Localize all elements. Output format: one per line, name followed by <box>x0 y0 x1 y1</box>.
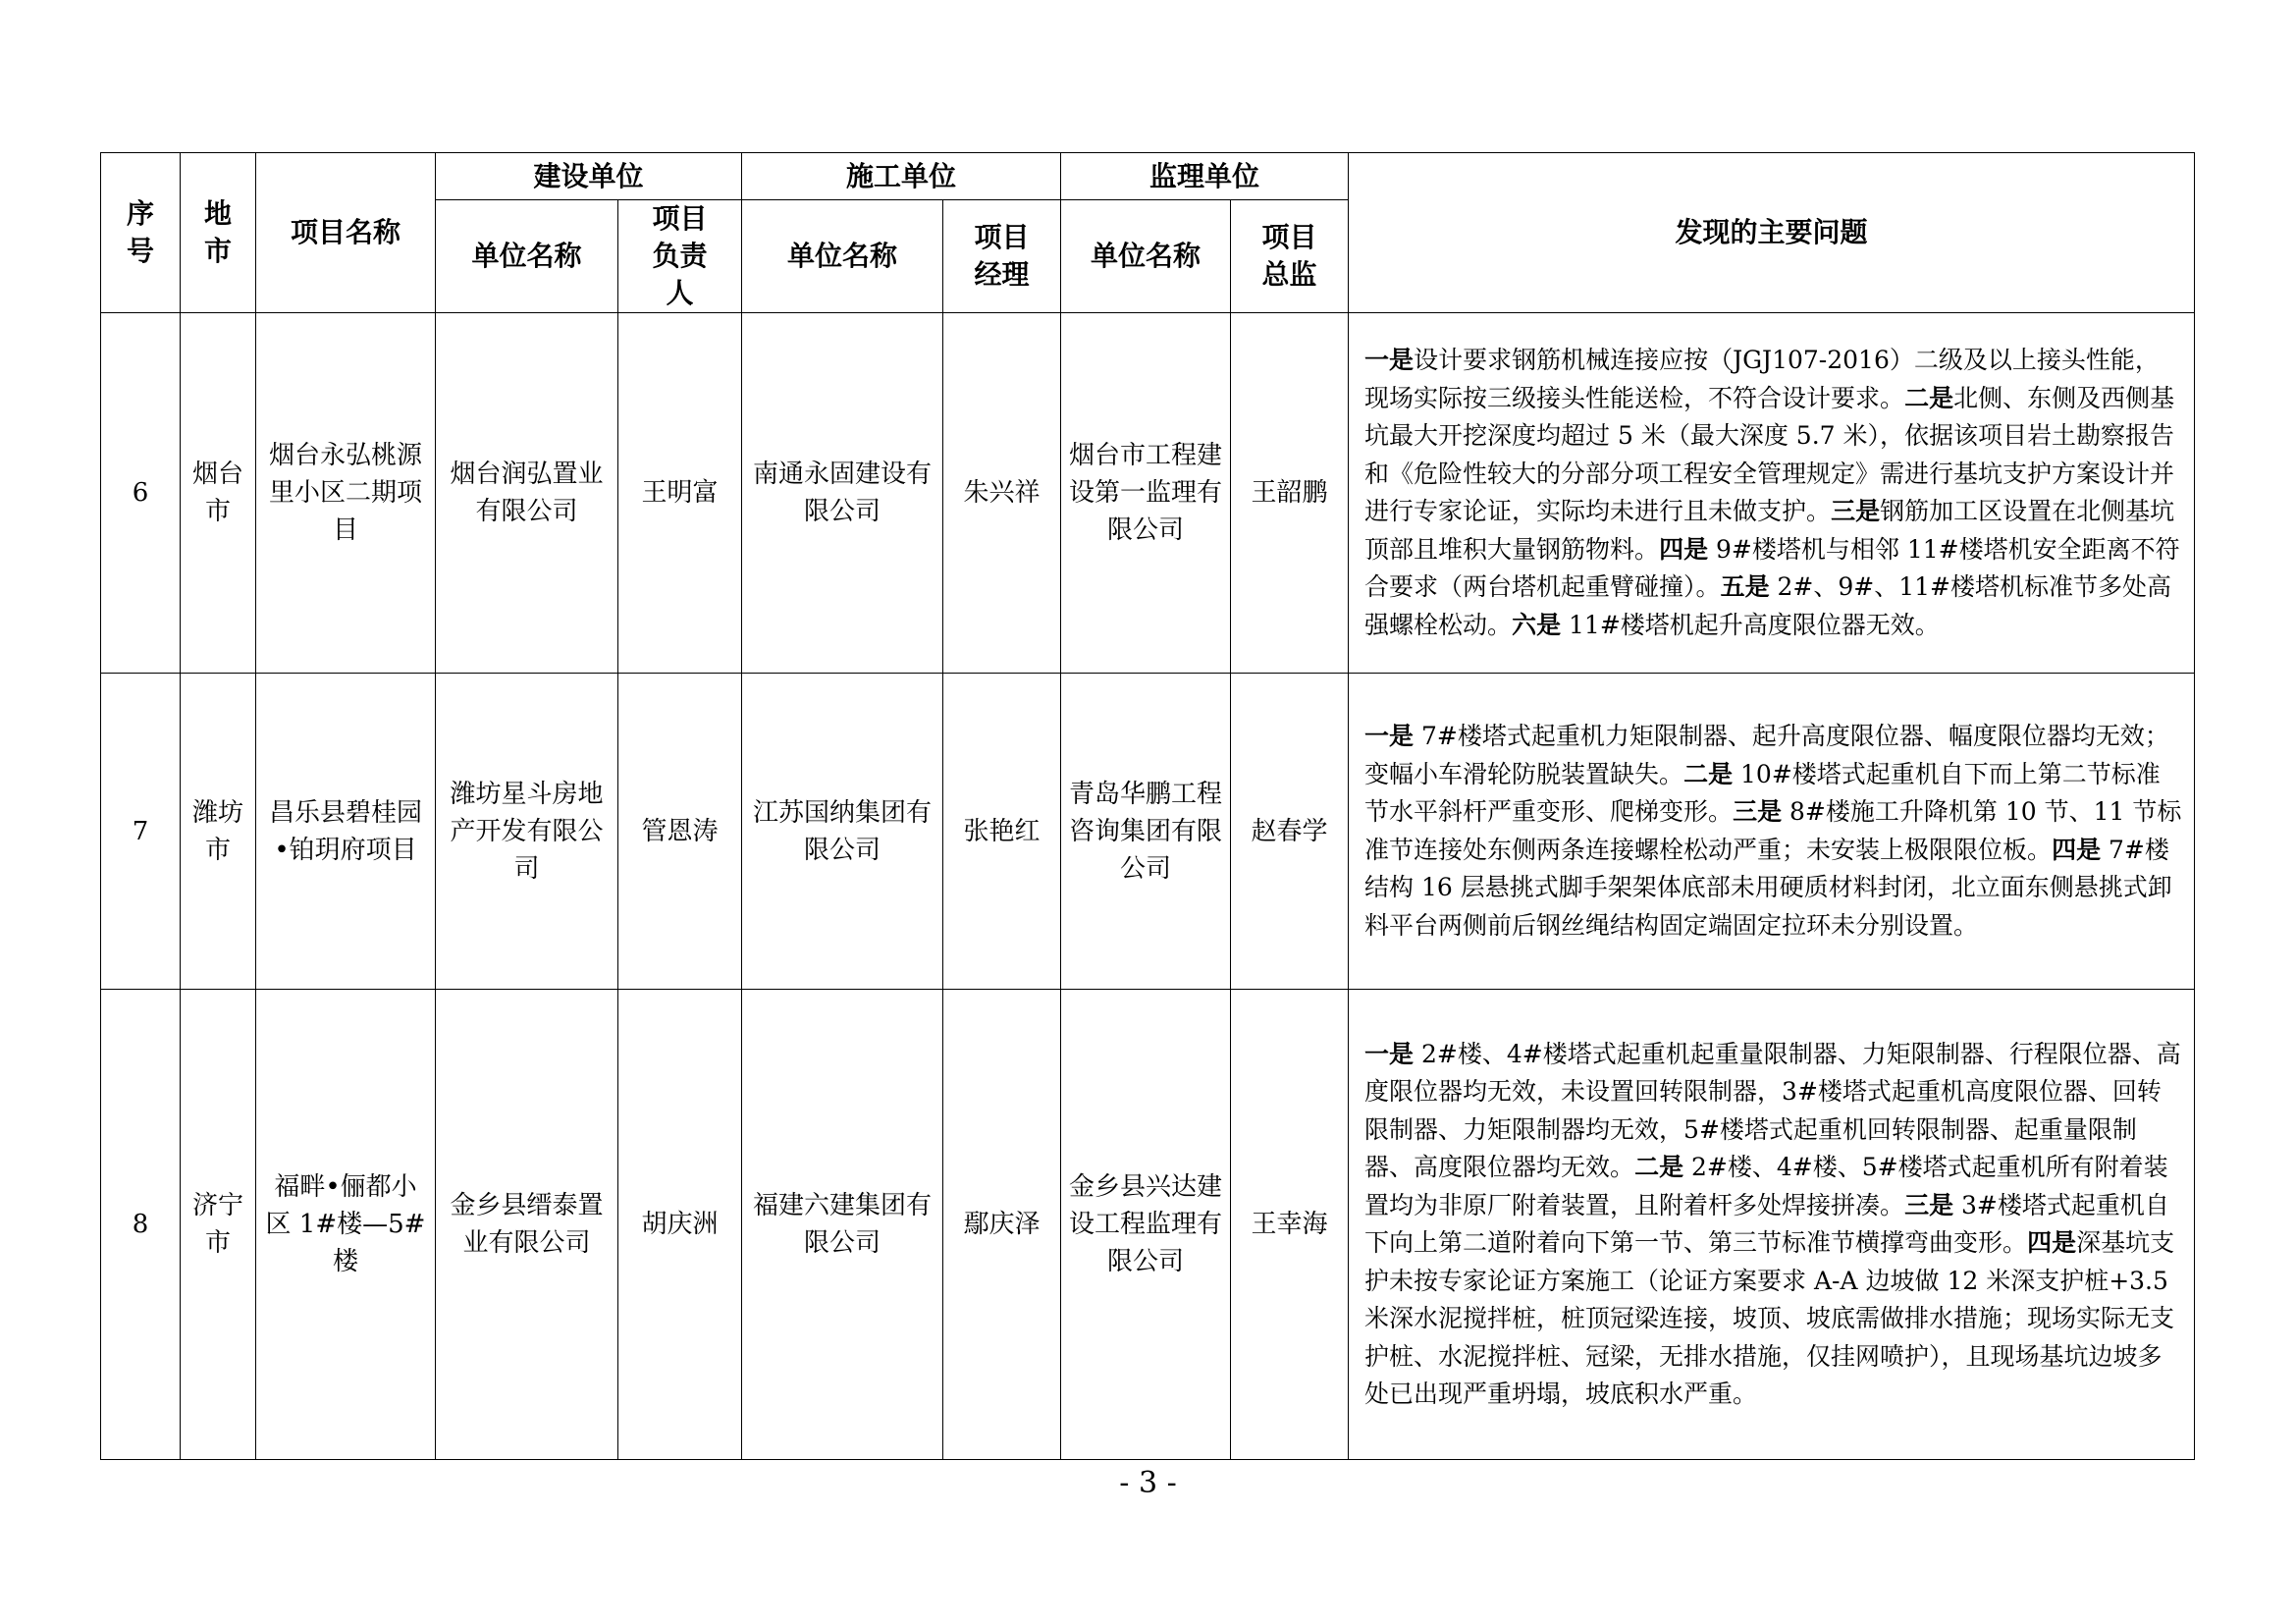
header-project-lead: 项目负责人 <box>618 200 742 313</box>
cell-seq: 6 <box>101 313 181 674</box>
issue-text: 7#楼塔式起重机力矩限制器、起升高度限位器、幅度限位器均无效；变幅小车滑轮防脱装置缺失。 <box>1364 722 2169 788</box>
issue-label: 五是 <box>1720 572 1770 601</box>
cell-supervisor-chief: 王韶鹏 <box>1231 313 1349 674</box>
cell-contractor-unit: 福建六建集团有限公司 <box>742 990 943 1460</box>
issue-text: 3#楼塔式起重机自下向上第二道附着向下第一节、第三节标准节横撑弯曲变形。 <box>1364 1190 2169 1257</box>
issue-label: 二是 <box>1683 759 1734 788</box>
cell-builder-lead: 胡庆洲 <box>618 990 742 1460</box>
issue-label: 一是 <box>1364 346 1415 374</box>
header-builder-unit-name: 单位名称 <box>436 200 618 313</box>
table-row <box>101 674 2195 990</box>
issue-text: 北侧、东侧及西侧基坑最大开挖深度均超过 5 米（最大深度 5.7 米），依据该项目岩土勘察报告和《危险性较大的分部分项工程安全管理规定》需进行基坑支护方案设计并进行专家论证，实际均未进行且未做支护。 <box>1364 383 2175 525</box>
header-supervisor-unit-name: 单位名称 <box>1061 200 1231 313</box>
header-contractor-unit-name: 单位名称 <box>742 200 943 313</box>
issue-text: 10#楼塔式起重机自下而上第二节标准节水平斜杆严重变形、爬梯变形。 <box>1364 759 2161 826</box>
issue-text: 9#楼塔机与相邻 11#楼塔机安全距离不符合要求（两台塔机起重臂碰撞）。 <box>1364 534 2180 601</box>
issue-label: 六是 <box>1512 610 1562 639</box>
cell-city: 烟台市 <box>181 313 256 674</box>
issue-label: 四是 <box>2027 1228 2077 1257</box>
cell-seq: 7 <box>101 674 181 990</box>
header-issues: 发现的主要问题 <box>1349 153 2195 313</box>
issue-label: 二是 <box>1634 1153 1684 1181</box>
cell-contractor-unit: 江苏国纳集团有限公司 <box>742 674 943 990</box>
cell-builder-unit: 烟台润弘置业有限公司 <box>436 313 618 674</box>
cell-city: 济宁市 <box>181 990 256 1460</box>
cell-issues <box>1349 313 2195 674</box>
issue-label: 三是 <box>1831 497 1881 525</box>
cell-issues <box>1349 674 2195 990</box>
issue-label: 四是 <box>1659 534 1709 564</box>
issue-text: 设计要求钢筋机械连接应按（JGJ107-2016）二级及以上接头性能，现场实际按三级接头性能送检，不符合设计要求。 <box>1364 346 2160 412</box>
cell-builder-lead: 管恩涛 <box>618 674 742 990</box>
header-seq: 序号 <box>101 153 181 313</box>
issue-text: 2#、9#、11#楼塔机标准节多处高强螺栓松动。 <box>1364 572 2171 639</box>
cell-contractor-manager: 朱兴祥 <box>943 313 1061 674</box>
cell-project: 昌乐县碧桂园•铂玥府项目 <box>256 674 436 990</box>
cell-builder-unit: 潍坊星斗房地产开发有限公司 <box>436 674 618 990</box>
cell-project: 福畔•俪都小区 1#楼—5#楼 <box>256 990 436 1460</box>
issue-text: 深基坑支护未按专家论证方案施工（论证方案要求 A-A 边坡做 12 米深支护桩+3.5 米深水泥搅拌桩，桩顶冠梁连接，坡顶、坡底需做排水措施；现场实际无支护桩、水泥搅拌桩、冠梁，无排水措施，仅挂网喷护），且现场基坑边坡多处已出现严重坍塌，坡底积水严重。 <box>1364 1228 2175 1408</box>
issue-text: 2#楼、4#楼塔式起重机起重量限制器、力矩限制器、行程限位器、高度限位器均无效，未设置回转限制器，3#楼塔式起重机高度限位器、回转限制器、力矩限制器均无效，5#楼塔式起重机回转限制器、起重量限制器、高度限位器均无效。 <box>1364 1039 2181 1181</box>
cell-issues <box>1349 990 2195 1460</box>
issue-label: 一是 <box>1364 1039 1415 1068</box>
header-construction-group: 建设单位 <box>436 153 742 200</box>
issue-label: 一是 <box>1364 722 1415 750</box>
header-contractor-group: 施工单位 <box>742 153 1061 200</box>
header-chief-supervisor: 项目总监 <box>1231 200 1349 313</box>
page-number: - 3 - <box>1119 1466 1177 1500</box>
issue-label: 三是 <box>1904 1190 1954 1219</box>
cell-project: 烟台永弘桃源里小区二期项目 <box>256 313 436 674</box>
cell-contractor-manager: 鄢庆泽 <box>943 990 1061 1460</box>
table-header <box>101 153 2195 313</box>
issue-text: 11#楼塔机起升高度限位器无效。 <box>1561 610 1940 639</box>
issue-text: 2#楼、4#楼、5#楼塔式起重机所有附着装置均为非原厂附着装置，且附着杆多处焊接拼凑。 <box>1364 1153 2168 1219</box>
cell-contractor-manager: 张艳红 <box>943 674 1061 990</box>
cell-builder-unit: 金乡县缙泰置业有限公司 <box>436 990 618 1460</box>
cell-supervisor-chief: 赵春学 <box>1231 674 1349 990</box>
header-project-name: 项目名称 <box>256 153 436 313</box>
cell-city: 潍坊市 <box>181 674 256 990</box>
cell-supervisor-unit: 青岛华鹏工程咨询集团有限公司 <box>1061 674 1231 990</box>
cell-contractor-unit: 南通永固建设有限公司 <box>742 313 943 674</box>
issue-text: 钢筋加工区设置在北侧基坑顶部且堆积大量钢筋物料。 <box>1364 497 2175 564</box>
header-supervision-group: 监理单位 <box>1061 153 1349 200</box>
cell-builder-lead: 王明富 <box>618 313 742 674</box>
cell-supervisor-unit: 烟台市工程建设第一监理有限公司 <box>1061 313 1231 674</box>
issue-text: 8#楼施工升降机第 10 节、11 节标准节连接处东侧两条连接螺栓松动严重；未安装上极限限位板。 <box>1364 797 2182 864</box>
header-city: 地市 <box>181 153 256 313</box>
table-row <box>101 990 2195 1460</box>
inspection-table <box>100 152 2195 1460</box>
issue-label: 四是 <box>2052 835 2102 864</box>
issue-label: 二是 <box>1904 383 1954 412</box>
cell-seq: 8 <box>101 990 181 1460</box>
issue-label: 三是 <box>1733 797 1783 826</box>
table-row <box>101 313 2195 674</box>
header-project-manager: 项目经理 <box>943 200 1061 313</box>
cell-supervisor-chief: 王幸海 <box>1231 990 1349 1460</box>
cell-supervisor-unit: 金乡县兴达建设工程监理有限公司 <box>1061 990 1231 1460</box>
issue-text: 7#楼结构 16 层悬挑式脚手架架体底部未用硬质材料封闭，北立面东侧悬挑式卸料平台两侧前后钢丝绳结构固定端固定拉环未分别设置。 <box>1364 835 2172 940</box>
